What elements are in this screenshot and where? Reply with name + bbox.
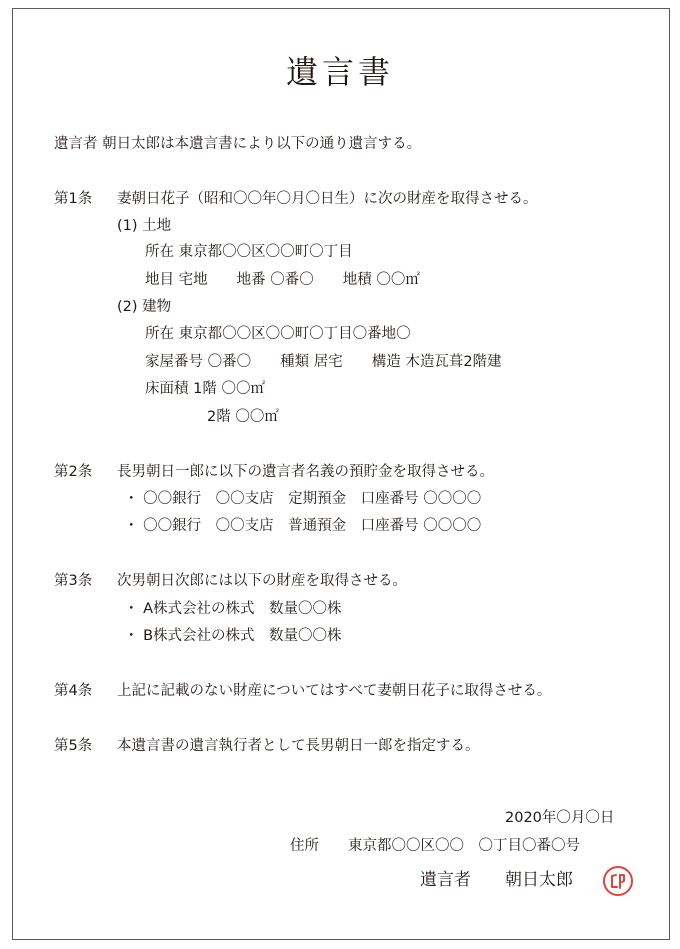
article5-text: 本遺言書の遺言執行者として長男朝日一郎を指定する。 <box>117 738 480 754</box>
article1-building-details: 家屋番号 〇番〇 種類 居宅 構造 木造瓦葺2階建 <box>145 354 502 370</box>
article1-land-details: 地目 宅地 地番 〇番〇 地積 〇〇㎡ <box>145 272 420 288</box>
address-label: 住所 <box>290 838 319 854</box>
article1-text: 妻朝日花子（昭和〇〇年〇月〇日生）に次の財産を取得させる。 <box>117 191 538 207</box>
seal-stamp-icon <box>603 866 633 896</box>
list-item: ・ 〇〇銀行 〇〇支店 定期預金 口座番号 〇〇〇〇 <box>124 491 482 507</box>
testator-label: 遺言者 <box>420 870 471 890</box>
article1-land-header: (1) 土地 <box>117 218 172 234</box>
intro-text: 遺言者 朝日太郎は本遺言書により以下の通り遺言する。 <box>54 136 422 152</box>
document-title: 遺言書 <box>285 53 394 91</box>
article2-heading: 第2条 <box>54 464 93 480</box>
article4-heading: 第4条 <box>54 683 93 699</box>
article1-building-location: 所在 東京都〇〇区〇〇町〇丁目〇番地〇 <box>145 326 411 342</box>
article1-land-location: 所在 東京都〇〇区〇〇町〇丁目 <box>145 244 353 260</box>
article1-floor-area-1: 床面積 1階 〇〇㎡ <box>145 381 265 397</box>
document-date: 2020年〇月〇日 <box>505 810 615 826</box>
article5-heading: 第5条 <box>54 738 93 754</box>
article1-heading: 第1条 <box>54 191 93 207</box>
address-value: 東京都〇〇区〇〇 〇丁目〇番〇号 <box>348 838 580 854</box>
list-item: ・ A株式会社の株式 数量〇〇株 <box>124 601 342 617</box>
article3-heading: 第3条 <box>54 573 93 589</box>
article2-text: 長男朝日一郎に以下の遺言者名義の預貯金を取得させる。 <box>117 464 494 480</box>
list-item: ・ 〇〇銀行 〇〇支店 普通預金 口座番号 〇〇〇〇 <box>124 518 482 534</box>
article3-text: 次男朝日次郎には以下の財産を取得させる。 <box>117 573 407 589</box>
article4-text: 上記に記載のない財産についてはすべて妻朝日花子に取得させる。 <box>117 683 552 699</box>
article1-floor-area-2: 2階 〇〇㎡ <box>207 409 279 425</box>
list-item: ・ B株式会社の株式 数量〇〇株 <box>124 628 342 644</box>
testator-name: 朝日太郎 <box>505 870 573 890</box>
article1-building-header: (2) 建物 <box>117 299 172 315</box>
